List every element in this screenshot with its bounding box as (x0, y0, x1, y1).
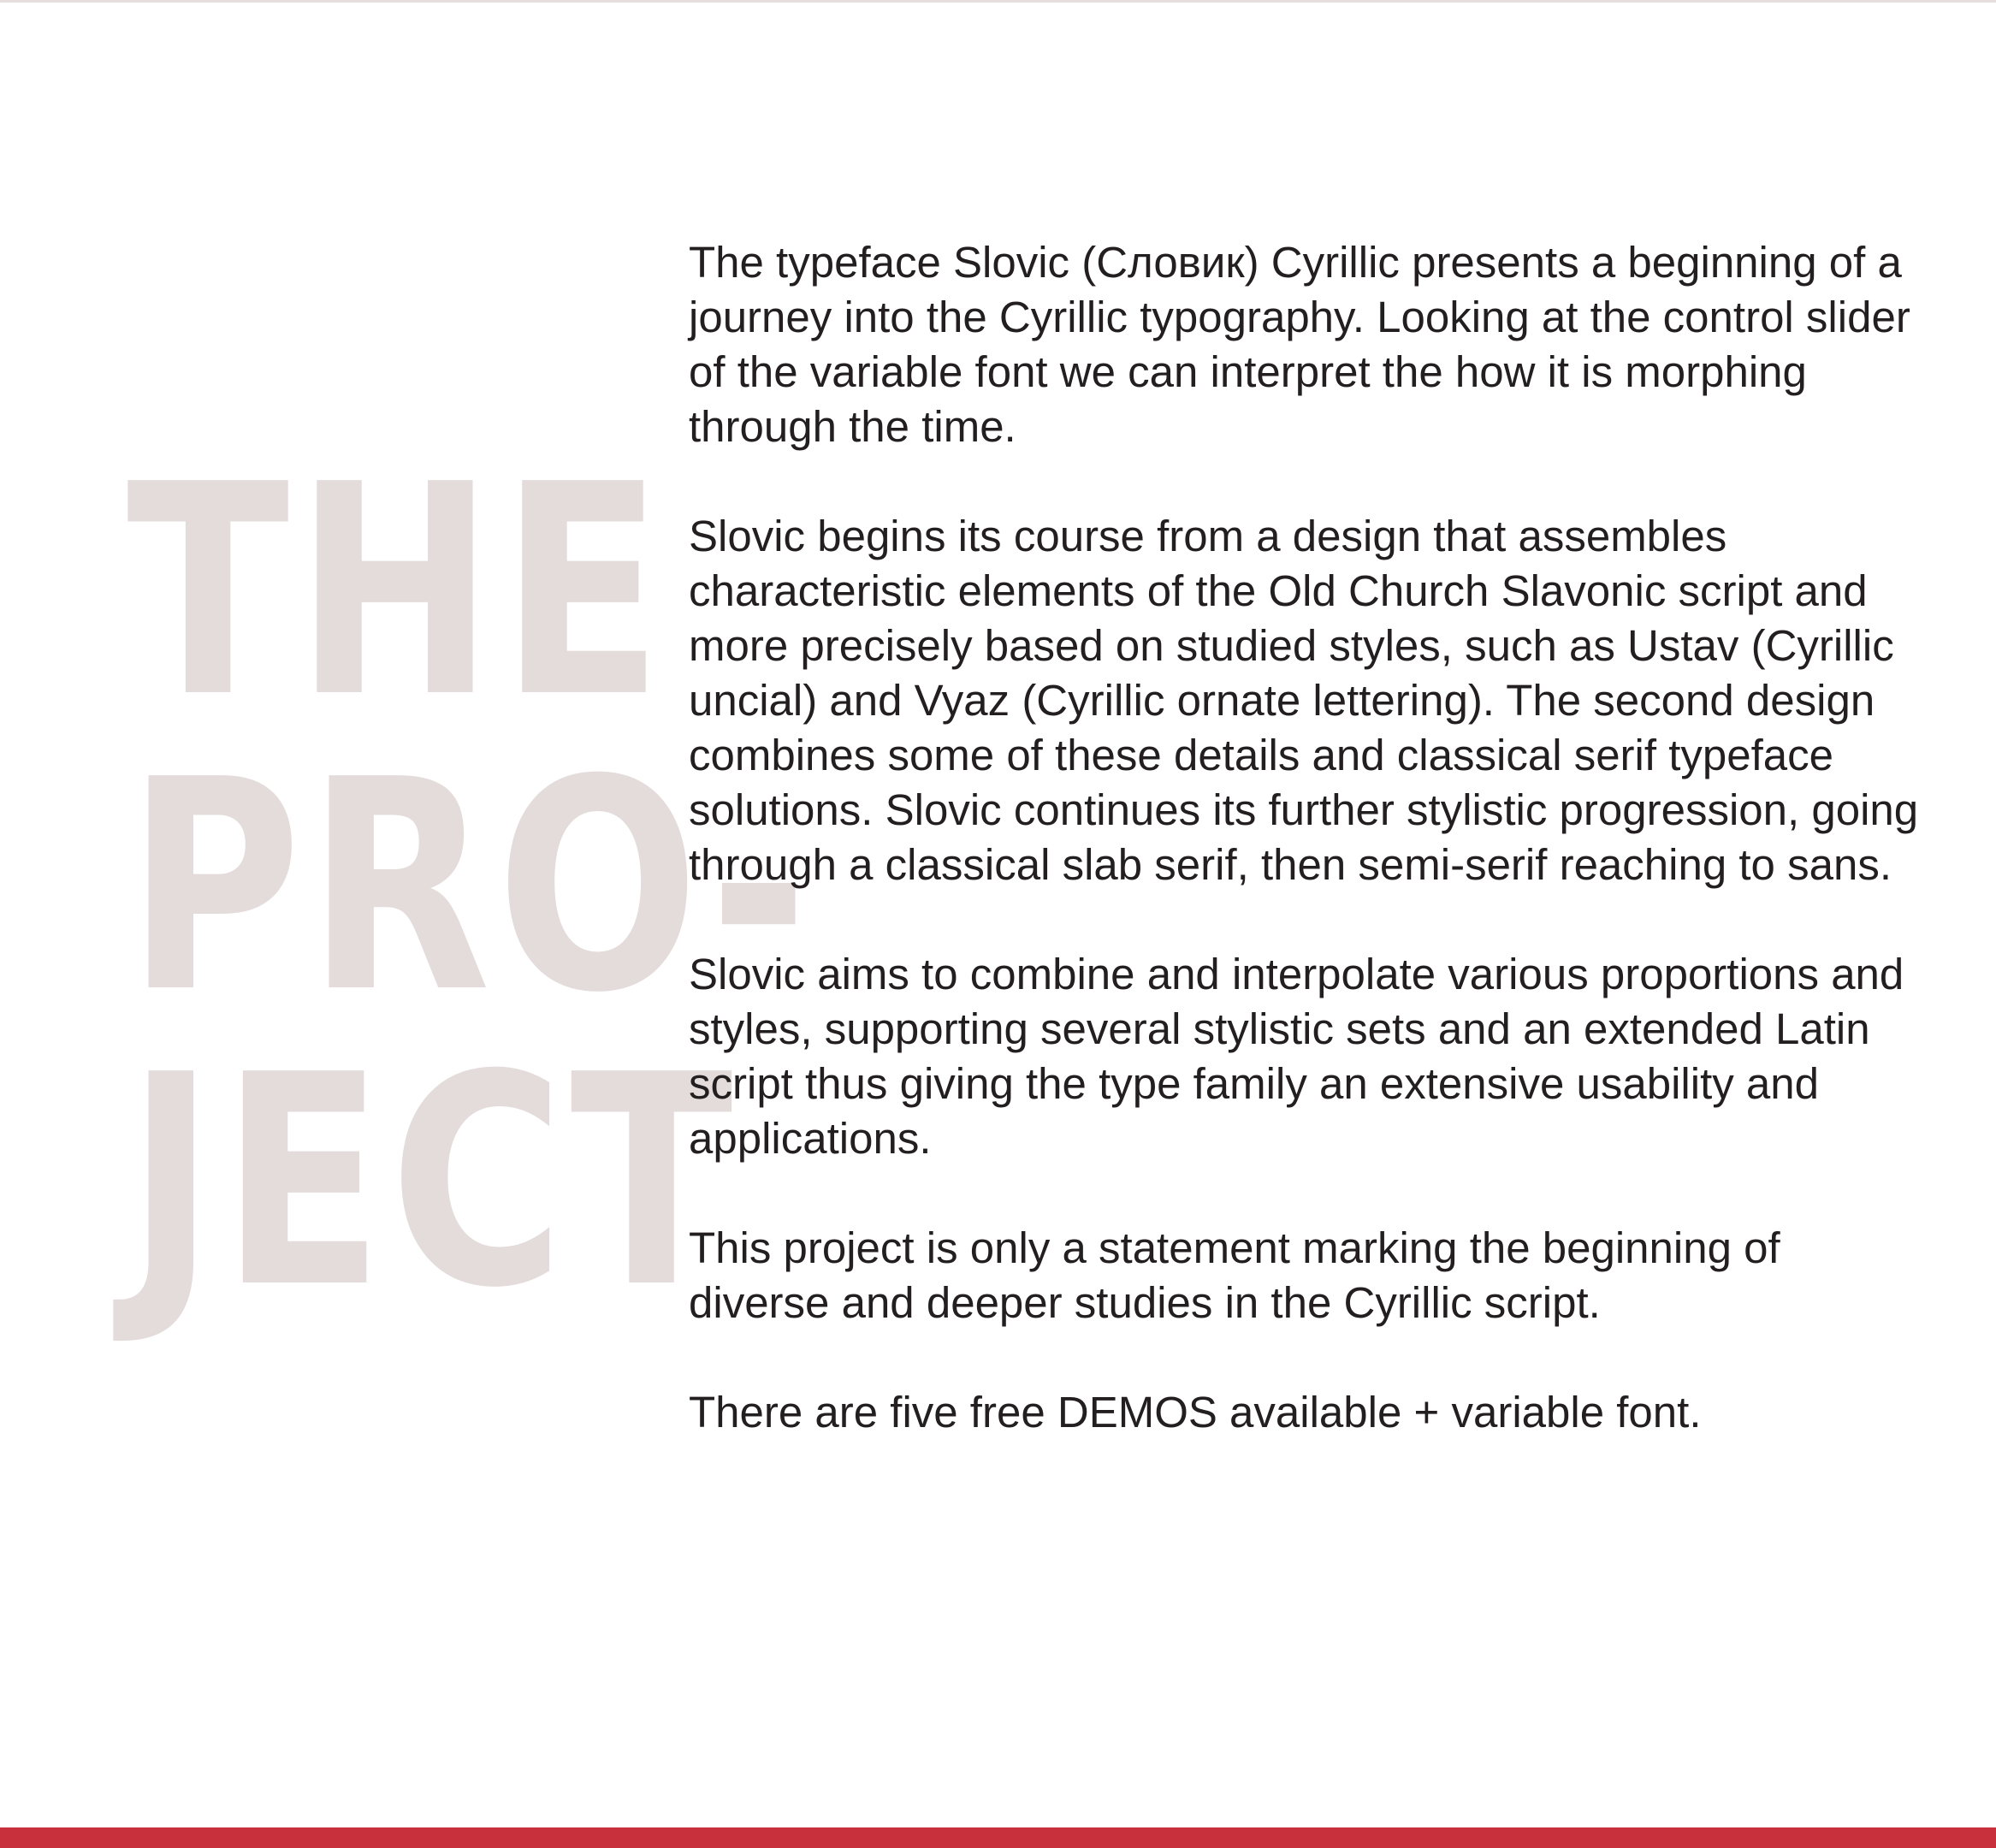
project-title-watermark (127, 423, 814, 1352)
top-divider (0, 0, 1996, 3)
paragraph-demos: There are five free DEMOS available + variable font. (689, 1388, 1702, 1436)
paragraph-design-progression: Slovic begins its course from a design that assembles characteristic elements of the Old Church Slavonic script and more precisely based on studied styles, such as Ustav (Cyrillic uncial) and Vyaz (Cyrillic ornate lettering). The second design combines some of these details and classical serif typeface solutions. Slovic continues its further stylistic progression, going through a classical slab serif, then semi-serif reaching to sans. (689, 512, 1919, 889)
paragraph-aims: Slovic aims to combine and interpolate various proportions and styles, supporting several stylistic sets and an extended Latin script thus giving the type family an extensive usability and applications. (689, 950, 1904, 1163)
description-text (689, 235, 1921, 1495)
bottom-accent-bar (0, 1827, 1996, 1848)
paragraph-statement: This project is only a statement marking the beginning of diverse and deeper studies in the Cyrillic script. (689, 1223, 1780, 1327)
title-line-pro: PRO- (127, 718, 814, 1057)
paragraph-intro: The typeface Slovic (Словик) Cyrillic presents a beginning of a journey into the Cyrillic typography. Looking at the control slider of the variable font we can interpret the how it is morphing through the time. (689, 238, 1910, 451)
title-line-ject: JECT (127, 1013, 739, 1352)
title-line-the: THE (127, 423, 669, 761)
